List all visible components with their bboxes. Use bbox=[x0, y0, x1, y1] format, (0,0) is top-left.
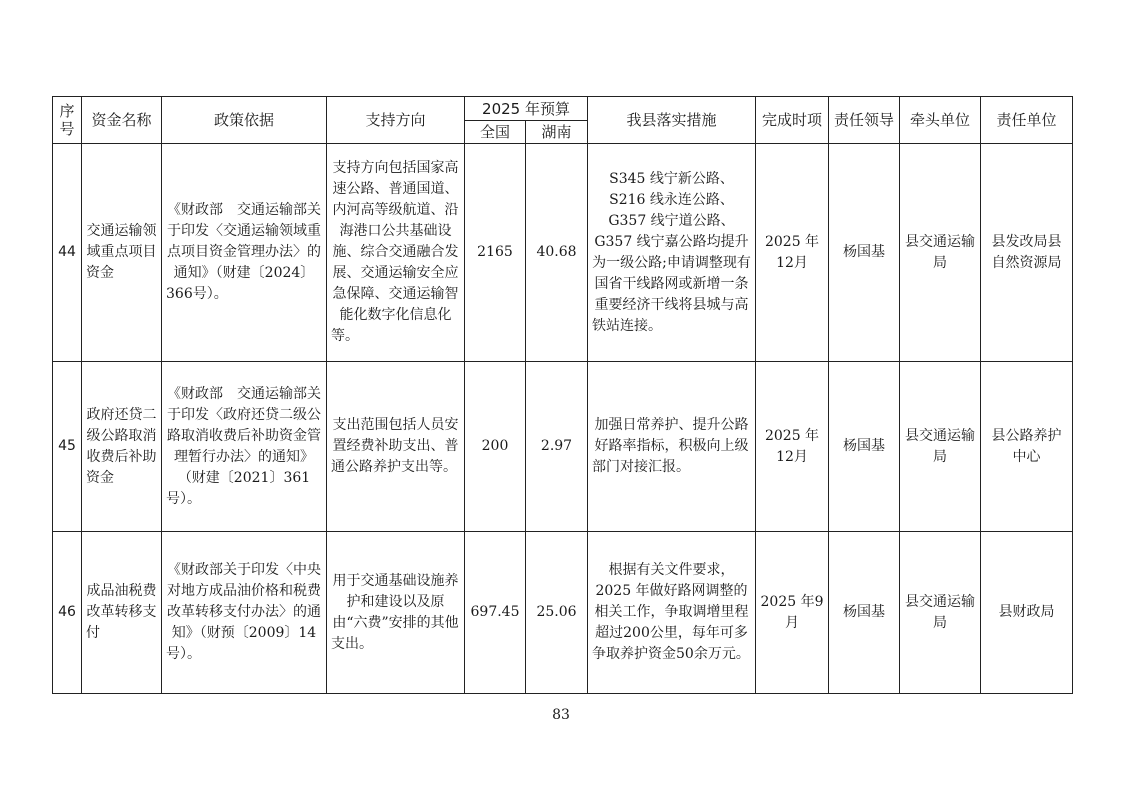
row-responsible-unit: 县发改局县自然资源局 bbox=[981, 144, 1073, 362]
row-completion-time: 2025 年12月 bbox=[756, 144, 829, 362]
header-budget-national: 全国 bbox=[465, 121, 526, 144]
row-lead-unit: 县交通运输局 bbox=[900, 144, 981, 362]
row-policy-basis: 《财政部 交通运输部关于印发〈政府还贷二级公路取消收费后补助资金管理暂行办法〉的通知》（财建〔2021〕361号）。 bbox=[162, 362, 327, 532]
header-fund-name: 资金名称 bbox=[82, 97, 162, 144]
row-responsible-leader: 杨国基 bbox=[829, 362, 900, 532]
row-budget-hunan: 2.97 bbox=[526, 362, 588, 532]
row-budget-hunan: 40.68 bbox=[526, 144, 588, 362]
row-seq: 46 bbox=[53, 532, 82, 694]
row-responsible-leader: 杨国基 bbox=[829, 532, 900, 694]
row-responsible-unit: 县财政局 bbox=[981, 532, 1073, 694]
row-lead-unit: 县交通运输局 bbox=[900, 532, 981, 694]
row-lead-unit: 县交通运输局 bbox=[900, 362, 981, 532]
row-support-direction: 支持方向包括国家高速公路、普通国道、内河高等级航道、沿海港口公共基础设施、综合交通融合发展、交通运输安全应急保障、交通运输智能化数字化信息化等。 bbox=[327, 144, 465, 362]
header-budget-hunan: 湖南 bbox=[526, 121, 588, 144]
header-responsible-unit: 责任单位 bbox=[981, 97, 1073, 144]
page-number: 83 bbox=[552, 707, 570, 723]
row-county-measures: S345 线宁新公路、S216 线永连公路、G357 线宁道公路、G357 线宁嘉公路均提升为一级公路;申请调整现有国省干线路网或新增一条重要经济干线将县城与高铁站连接。 bbox=[588, 144, 756, 362]
row-support-direction: 支出范围包括人员安置经费补助支出、普通公路养护支出等。 bbox=[327, 362, 465, 532]
table-row bbox=[53, 532, 1073, 694]
row-budget-national: 200 bbox=[465, 362, 526, 532]
header-budget-2025: 2025 年预算 bbox=[465, 97, 588, 121]
row-responsible-unit: 县公路养护中心 bbox=[981, 362, 1073, 532]
row-responsible-leader: 杨国基 bbox=[829, 144, 900, 362]
row-support-direction: 用于交通基础设施养护和建设以及原由“六费”安排的其他支出。 bbox=[327, 532, 465, 694]
row-county-measures: 根据有关文件要求，2025 年做好路网调整的相关工作，争取调增里程超过200公里，每年可多争取养护资金50余万元。 bbox=[588, 532, 756, 694]
header-responsible-leader: 责任领导 bbox=[829, 97, 900, 144]
row-seq: 45 bbox=[53, 362, 82, 532]
row-budget-national: 697.45 bbox=[465, 532, 526, 694]
row-fund-name: 交通运输领域重点项目资金 bbox=[82, 144, 162, 362]
row-budget-national: 2165 bbox=[465, 144, 526, 362]
funding-table bbox=[52, 96, 1073, 694]
row-completion-time: 2025 年12月 bbox=[756, 362, 829, 532]
row-completion-time: 2025 年9月 bbox=[756, 532, 829, 694]
row-fund-name: 政府还贷二级公路取消收费后补助资金 bbox=[82, 362, 162, 532]
header-county-measures: 我县落实措施 bbox=[588, 97, 756, 144]
table-header-row bbox=[53, 97, 1073, 121]
table-row bbox=[53, 362, 1073, 532]
header-lead-unit: 牵头单位 bbox=[900, 97, 981, 144]
row-county-measures: 加强日常养护、提升公路好路率指标，积极向上级部门对接汇报。 bbox=[588, 362, 756, 532]
row-fund-name: 成品油税费改革转移支付 bbox=[82, 532, 162, 694]
header-seq: 序号 bbox=[53, 97, 82, 144]
header-support-direction: 支持方向 bbox=[327, 97, 465, 144]
table-row bbox=[53, 144, 1073, 362]
row-budget-hunan: 25.06 bbox=[526, 532, 588, 694]
row-policy-basis: 《财政部 交通运输部关于印发〈交通运输领域重点项目资金管理办法〉的通知》（财建〔2024〕366号）。 bbox=[162, 144, 327, 362]
header-completion-time: 完成时项 bbox=[756, 97, 829, 144]
header-policy-basis: 政策依据 bbox=[162, 97, 327, 144]
row-policy-basis: 《财政部关于印发〈中央对地方成品油价格和税费改革转移支付办法〉的通知》（财预〔2009〕14号）。 bbox=[162, 532, 327, 694]
row-seq: 44 bbox=[53, 144, 82, 362]
